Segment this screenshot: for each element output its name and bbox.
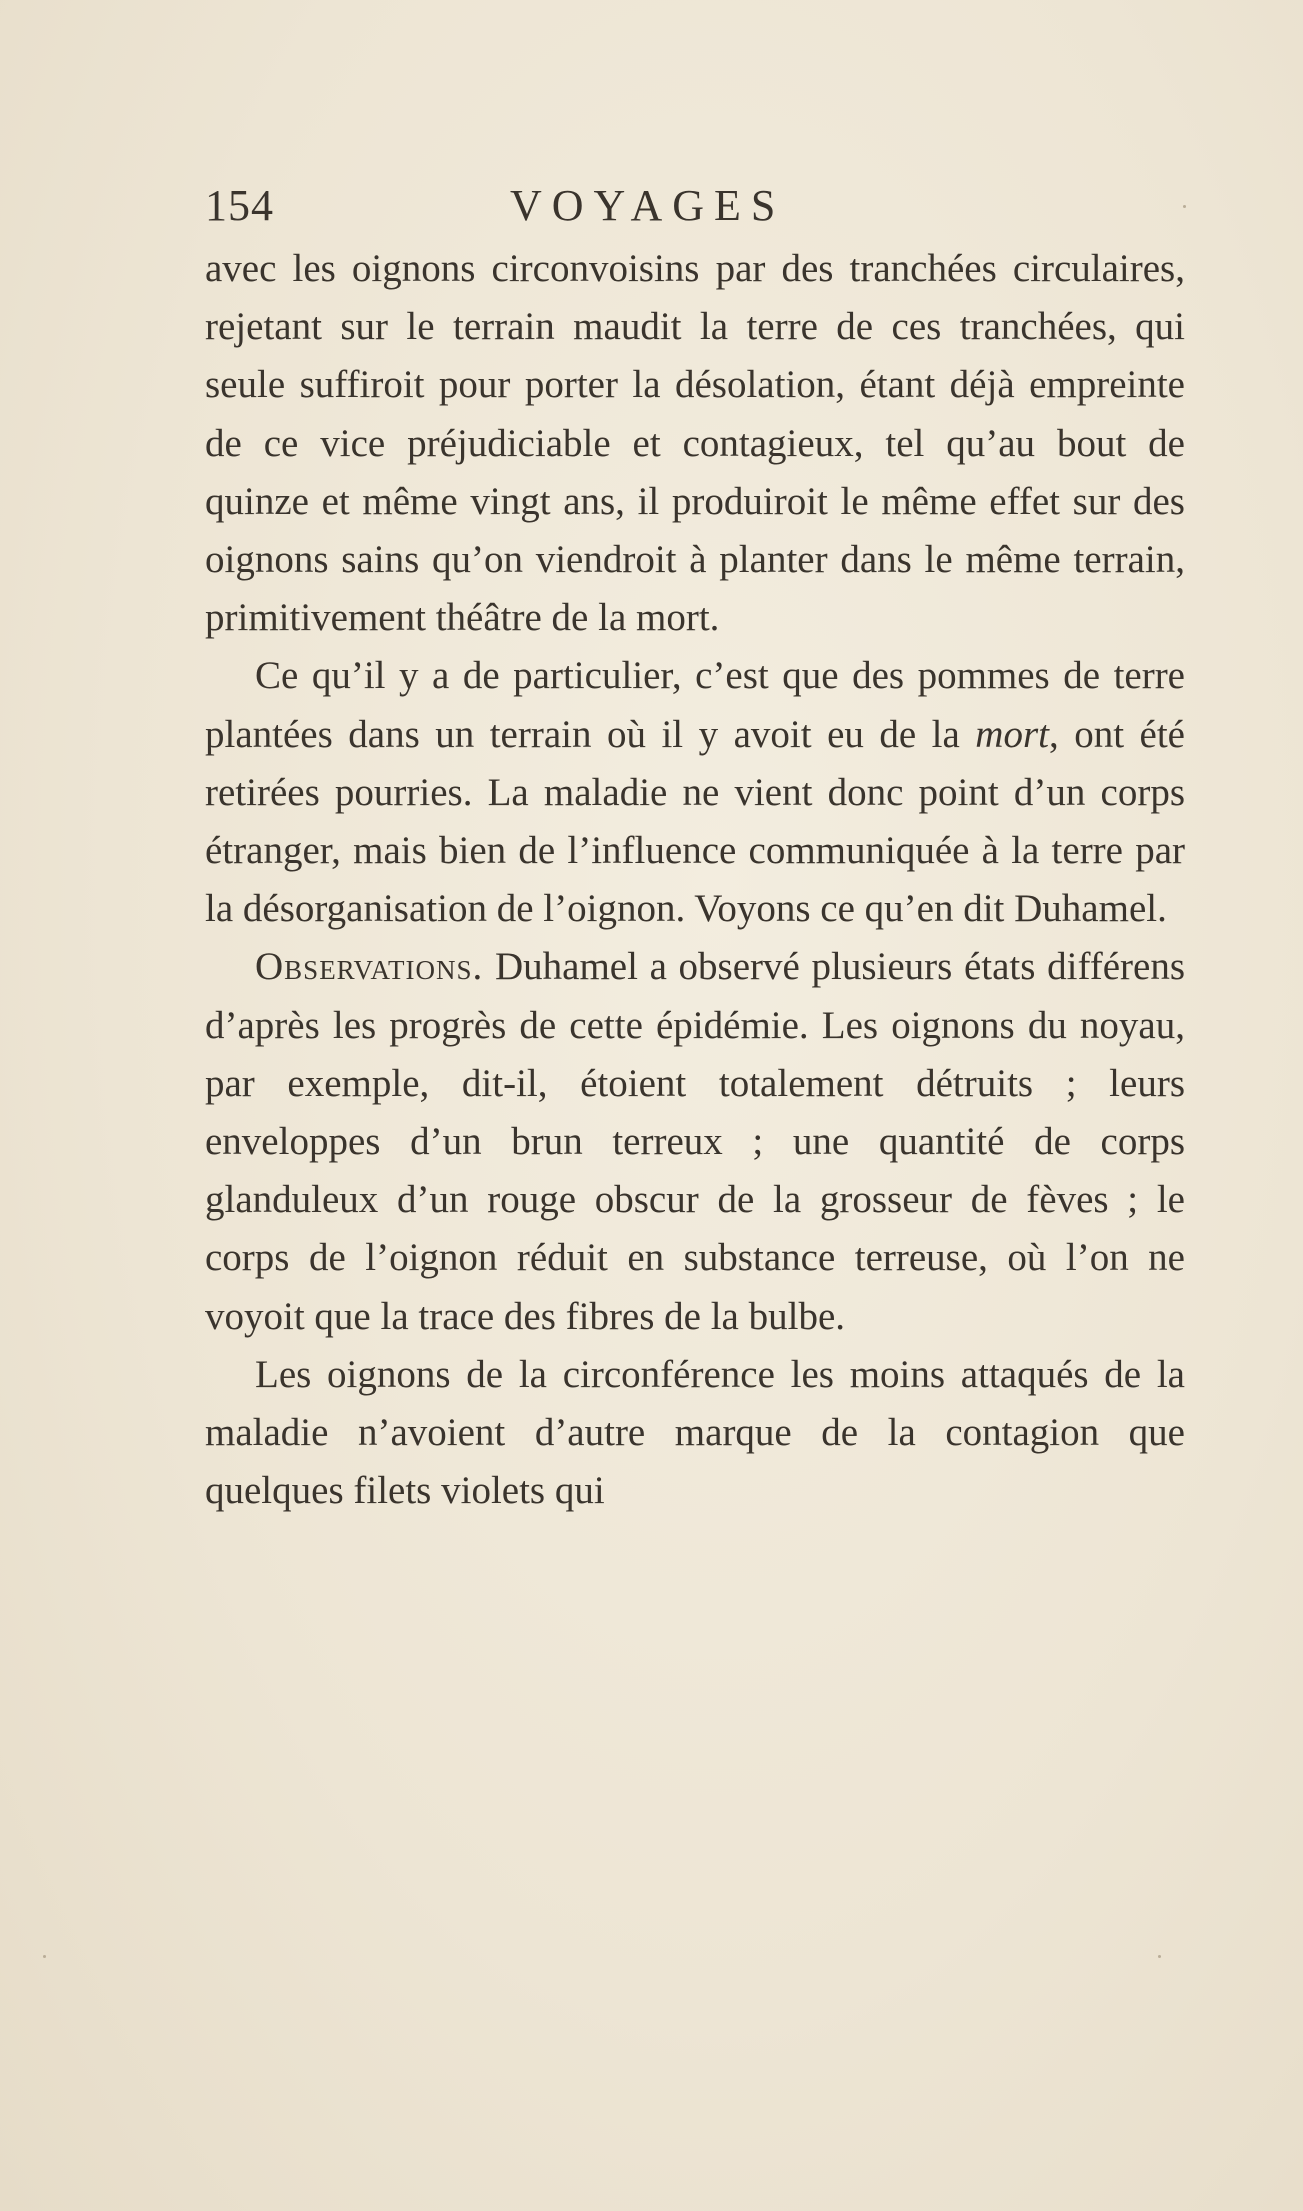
paragraph-1: avec les oignons circonvoisins par des tranchées circulaires, rejetant sur le terrain maudit la terre de ces tranchées, qui seule suffiroit pour porter la désolation, étant déjà empreinte de ce vice préjudiciable et contagieux, tel qu’au bout de quinze et même vingt ans, il produiroit le même effet sur des oignons sains qu’on viendroit à planter dans le même terrain, primitivement théâtre de la mort. bbox=[205, 247, 1185, 640]
italic-word-mort: mort bbox=[975, 712, 1049, 756]
body-text bbox=[205, 240, 1185, 1520]
running-head: VOYAGES bbox=[510, 181, 786, 230]
paragraph-2 bbox=[205, 647, 1185, 938]
paragraph-3 bbox=[205, 938, 1185, 1345]
observations-heading: Observations. bbox=[255, 945, 484, 989]
paragraph-2-start: Ce qu’il y a de particulier, c’est que des pommes de terre plantées dans un terrain où il y avoit eu de la bbox=[205, 654, 1185, 756]
paper-fleck bbox=[1158, 1955, 1161, 1958]
paragraph-3-text: Duhamel a observé plusieurs états différens d’après les progrès de cette épidémie. Les oignons du noyau, par exemple, dit-il, étoient totalement détruits ; leurs enveloppes d’un brun terreux ; une quantité de corps glanduleux d’un rouge obscur de la grosseur de fèves ; le corps de l’oignon réduit en substance terreuse, où l’on ne voyoit que la trace des fibres de la bulbe. bbox=[205, 945, 1185, 1338]
paper-fleck bbox=[43, 1955, 46, 1958]
page-number: 154 bbox=[205, 181, 274, 230]
page-header bbox=[205, 172, 1185, 242]
paragraph-4: Les oignons de la circonférence les moins attaqués de la maladie n’avoient d’autre marque de la contagion que quelques filets violets qui bbox=[205, 1352, 1185, 1513]
paper-fleck bbox=[1183, 205, 1186, 208]
paragraph-2-end: , ont été retirées pourries. La maladie ne vient donc point d’un corps étranger, mais bien de l’influence communiquée à la terre par la désorganisation de l’oignon. Voyons ce qu’en dit Duhamel. bbox=[205, 712, 1185, 931]
